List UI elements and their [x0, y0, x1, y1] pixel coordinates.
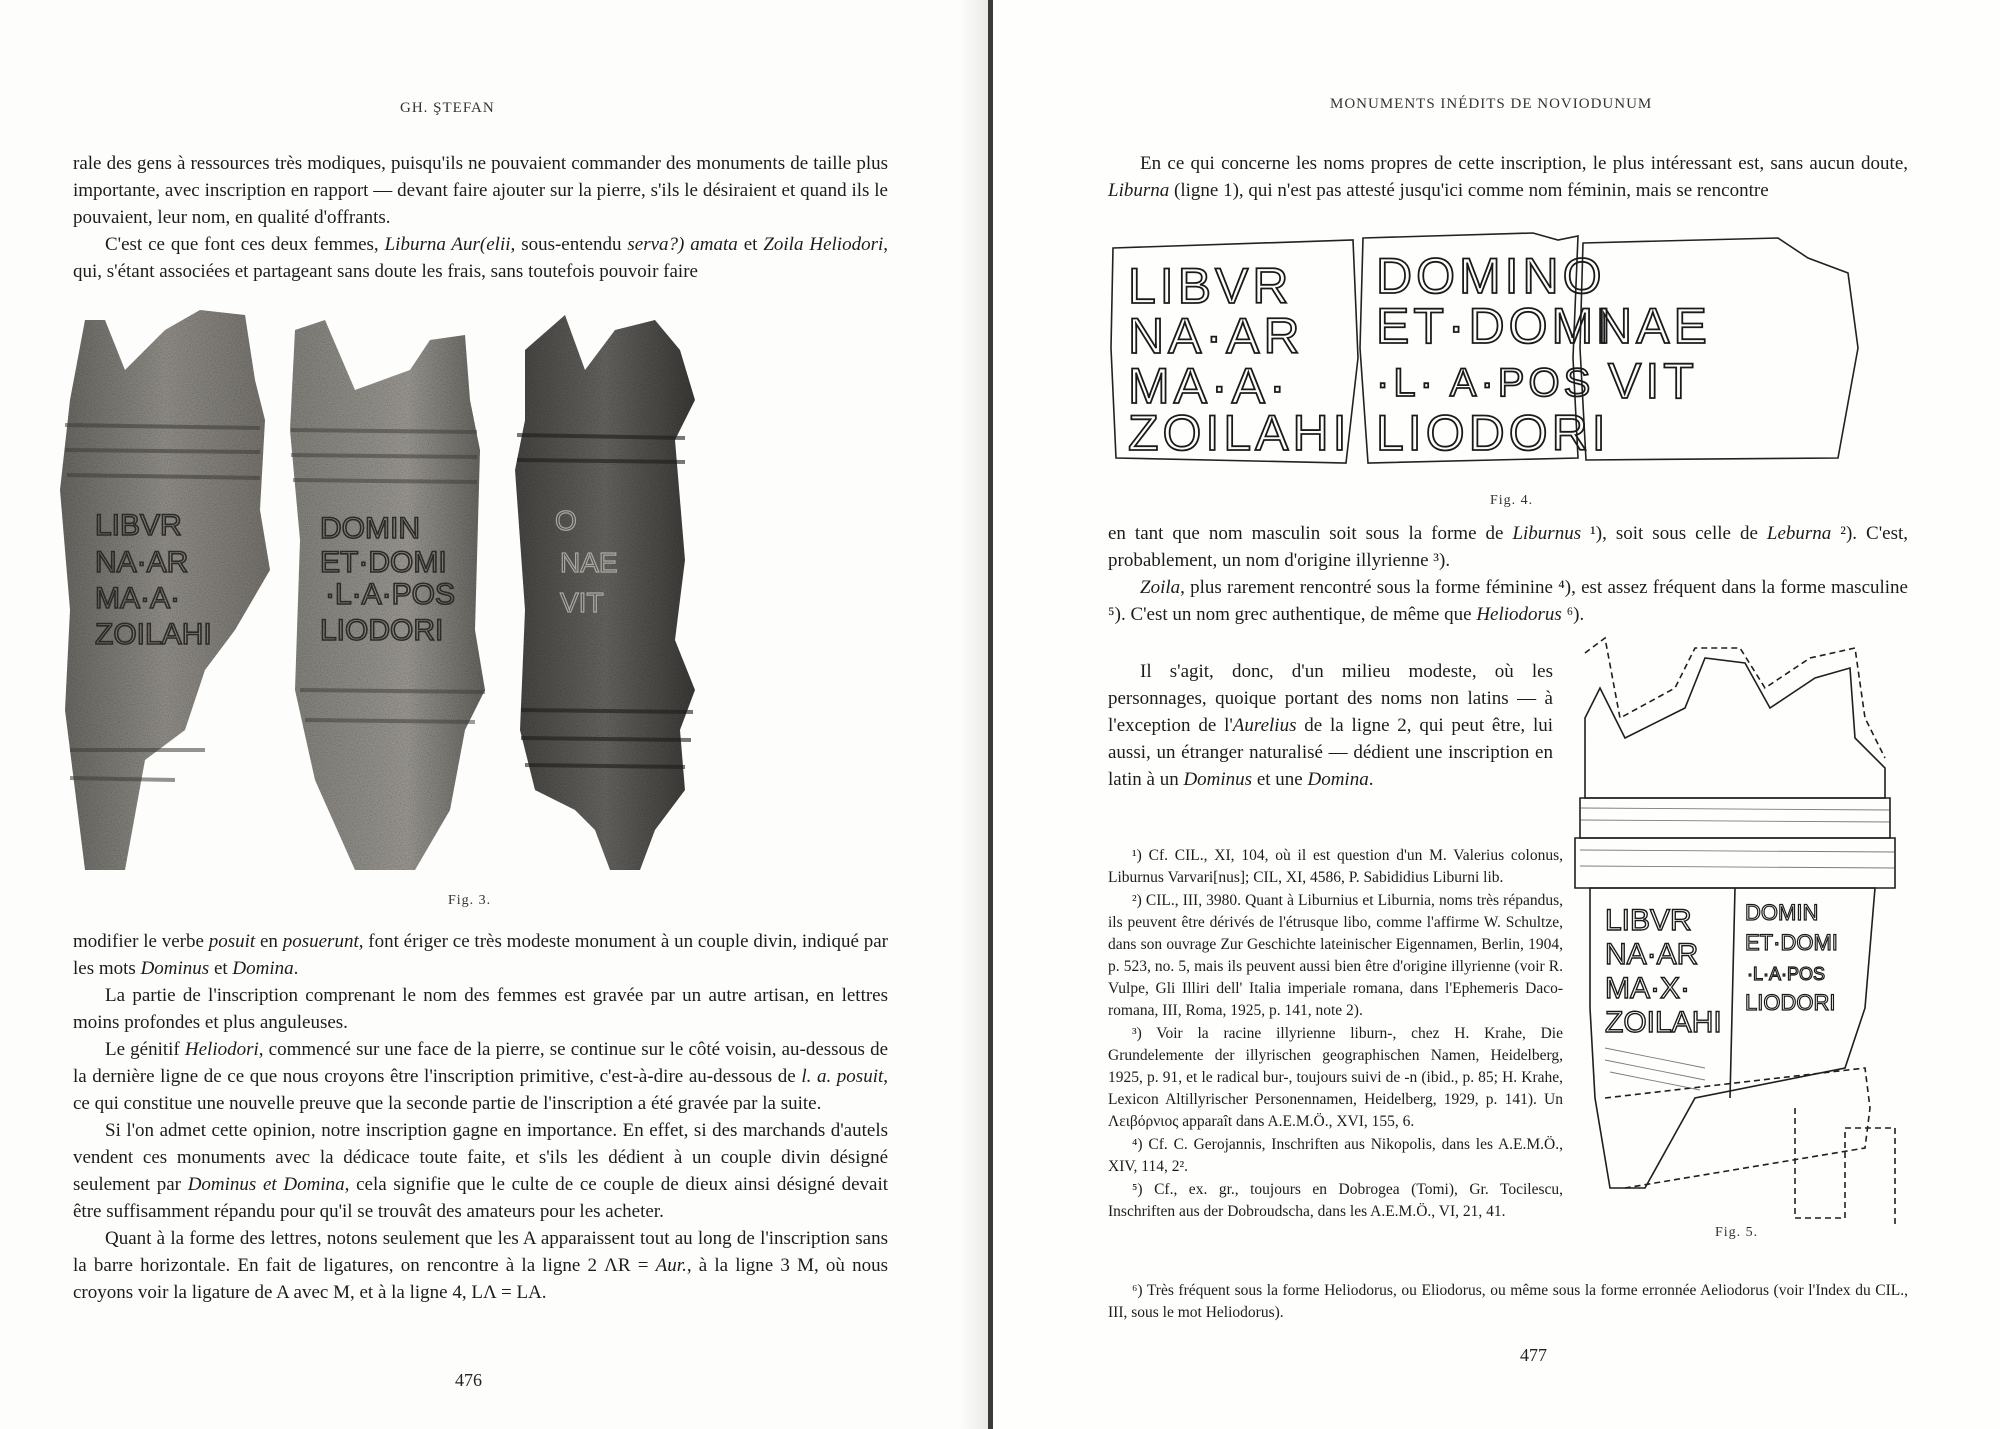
fig5-left-line4: ZOILAHI: [1605, 1006, 1722, 1039]
left-para2-b: sous-entendu: [521, 234, 628, 255]
left-para5-i1: Heliodori: [184, 1039, 259, 1060]
right-para2: [1108, 520, 1908, 574]
fig3-photo-3: [515, 315, 695, 870]
footnotes-column: [1108, 845, 1563, 1224]
fig5-altar-drawing: [1565, 628, 1910, 1228]
left-body-lower: [73, 928, 888, 1306]
fig3-p1-line4: ZOILAHI: [95, 618, 212, 651]
left-para2-a: C'est ce que font ces deux femmes,: [105, 234, 385, 255]
fig3-p1-line2: NA·AR: [95, 546, 189, 579]
right-para4-c: et une: [1252, 769, 1308, 790]
fig3-p3-line2: NAE: [560, 547, 618, 578]
fig5-left-line2: NA·AR: [1605, 938, 1699, 971]
left-para5-a: Le génitif: [105, 1039, 185, 1060]
right-para1-i1: Liburna: [1108, 180, 1170, 201]
right-paragraph-2: [1108, 520, 1908, 628]
left-para6-a: Si l'on admet cette opinion, notre inscription gagne en importance. En effet, si des marchands d'autels vendent ces monuments avec la dédicace toute faite, et s'ils les dédient à un couple divin désigné seulement par: [73, 1120, 888, 1195]
fig3-p2-line4: LIODORI: [320, 614, 444, 647]
fig3-p2-line2: ET·DOMI: [320, 546, 447, 579]
fig4-p2-line2: ET·DOMI: [1376, 298, 1616, 354]
footnotes-full-width: [1108, 1280, 1908, 1325]
right-para2-i2: Leburna: [1766, 523, 1832, 544]
right-para2-i1: Liburnus: [1512, 523, 1582, 544]
right-para1-a: En ce qui concerne les noms propres de cette inscription, le plus intéressant est, sans aucun doute,: [1140, 153, 1908, 174]
left-para5-b: , commencé sur une face de la pierre, se continue sur le côté voisin, au-dessous de la dernière ligne de ce que nous croyons être l'inscription primitive, c'est-à-dire au-dessous de: [73, 1039, 888, 1087]
fig3-photo-1: [60, 310, 270, 870]
left-running-head: GH. ŞTEFAN: [400, 100, 495, 116]
fig4-p1-line1: LIBVR: [1128, 258, 1293, 314]
fig5-reconstructed-top: [1585, 638, 1885, 758]
fig3-photographs: [55, 310, 890, 880]
left-para3-i1: posuit: [208, 931, 256, 952]
fig5-right-line3: ·L·A·POS: [1747, 964, 1826, 984]
right-para3-b: ⁶).: [1561, 604, 1585, 625]
fig4-p2-line3: ·L· A·POS: [1376, 361, 1595, 405]
fig5-right-line4: LIODORI: [1745, 990, 1836, 1015]
left-para3-i3: Dominus: [140, 958, 210, 979]
left-para7-a: Quant à la forme des lettres, notons seulement que les A apparaissent tout au long de l'inscription sans la barre horizontale. En fait de ligatures, on rencontre à la ligne 2 ΛR =: [73, 1228, 888, 1276]
left-para7-i1: Aur.: [655, 1255, 687, 1276]
left-page: [0, 0, 990, 1429]
right-para3-i2: Heliodorus: [1476, 604, 1562, 625]
right-para4-d: .: [1368, 769, 1374, 790]
left-para3-e: .: [293, 958, 299, 979]
fig4-p1-line3: MA·A·: [1128, 358, 1290, 414]
right-para4-b: de la ligne 2, qui peut être, lui aussi, un étranger naturalisé — dédient une inscription en latin à un: [1108, 715, 1554, 790]
left-para6: [73, 1117, 888, 1225]
left-para5: [73, 1036, 888, 1117]
fig4-p2-line4: LIODORI: [1376, 405, 1610, 461]
fig3-p3-line3: VIT: [560, 587, 604, 618]
footnote-4: ⁴) Cf. C. Gerojannis, Inschriften aus Nikopolis, dans les A.E.M.Ö., XIV, 114, 2².: [1108, 1136, 1563, 1175]
left-para1-text: rale des gens à ressources très modiques, puisqu'ils ne pouvaient commander des monuments de taille plus importante, avec inscription en rapport — devant faire ajouter sur la pierre, s'ils le désiraient et quand ils le pouvaient, leur nom, en qualité d'offrants.: [73, 153, 888, 228]
fig3-photo-2: [290, 320, 485, 870]
fig4-p2-line1: DOMINO: [1376, 248, 1606, 304]
left-para5-i2: l. a. posuit: [801, 1066, 884, 1087]
left-para2-i2: serva?) amata: [627, 234, 738, 255]
left-para3-d: et: [209, 958, 233, 979]
left-page-number: 476: [455, 1370, 482, 1390]
right-para4-i1: Aurelius: [1232, 715, 1297, 736]
right-para3-a: , plus rarement rencontré sous la forme féminine ⁴), est assez fréquent dans la forme masculine ⁵). C'est un nom grec authentique, de même que: [1108, 577, 1908, 625]
fig3-p2-line1: DOMIN: [320, 512, 420, 545]
right-para1: [1108, 150, 1908, 204]
right-para2-b: ¹), soit sous celle de: [1581, 523, 1767, 544]
left-para2-c: et: [737, 234, 764, 255]
left-para3-i4: Domina: [232, 958, 294, 979]
right-para2-c: ²). C'est, probablement, un nom d'origine illyrienne ³).: [1108, 523, 1908, 571]
fig5-top-outline: [1585, 658, 1885, 798]
right-para4-i3: Domina: [1307, 769, 1369, 790]
left-para7: [73, 1225, 888, 1306]
left-para2-i1: Liburna Aur(elii,: [384, 234, 522, 255]
gutter-shadow: [960, 0, 988, 1429]
left-para6-i1: Dominus et Domina: [187, 1174, 345, 1195]
right-para3-i1: Zoila: [1140, 577, 1181, 598]
right-page: [993, 0, 2000, 1429]
footnote-5: ⁵) Cf., ex. gr., toujours en Dobrogea (Tomi), Gr. Tocilescu, Inschriften aus der Dobroudscha, dans les A.E.M.Ö., VI, 21, 41.: [1108, 1181, 1563, 1220]
left-para2-d: , qui, s'étant associées et partageant sans doute les frais, sans toutefois pouvoir faire: [73, 234, 889, 282]
fig4-p3-line2: VIT: [1608, 353, 1698, 409]
left-para3: [73, 928, 888, 982]
right-paragraph-4: [1108, 658, 1553, 793]
fig4-drawing: [1108, 228, 1928, 478]
fig3-caption: Fig. 3.: [448, 893, 492, 908]
fig4-caption: Fig. 4.: [1490, 493, 1534, 508]
fig3-p1-line3: MA·A·: [95, 582, 180, 615]
left-para2-i3: Zoila Heliodori: [763, 234, 884, 255]
fig5-caption: Fig. 5.: [1715, 1225, 1759, 1240]
right-page-number: 477: [1520, 1345, 1547, 1365]
left-para6-b: , cela signifie que le culte de ce couple de dieux ainsi désigné devait être suffisamment répandu pour qu'il se trouvât des amateurs pour les acheter.: [73, 1174, 888, 1222]
left-para7-b: , à la ligne 3 M, où nous croyons voir la ligature de A avec M, et à la ligne 4, LΛ = LA.: [73, 1255, 888, 1303]
left-para3-i2: posuerunt: [282, 931, 359, 952]
left-para3-a: modifier le verbe: [73, 931, 209, 952]
fig5-left-line1: LIBVR: [1605, 904, 1692, 937]
left-para2: [73, 231, 888, 285]
left-paragraph-1: [73, 150, 888, 285]
footnote-2: ²) CIL., III, 3980. Quant à Liburnius et Liburnia, noms très répandus, ils peuvent être dérivés de l'étrusque libo, comme l'affirme W. Schultze, dans son ouvrage Zur Geschichte lateinischer Eigennamen, Berlin, 1904, p. 523, no. 5, mais ils peuvent aussi bien être d'origine illyrienne (voir R. Vulpe, Gli Illiri dell' Italia imperiale romana, dans l'Ephemeris Daco-romana, III, Roma, 1925, p. 141, note 2).: [1108, 892, 1563, 1019]
right-running-head: MONUMENTS INÉDITS DE NOVIODUNUM: [1330, 96, 1653, 112]
right-para1-b: (ligne 1), qui n'est pas attesté jusqu'ici comme nom féminin, mais se rencontre: [1169, 180, 1769, 201]
footnote-1: ¹) Cf. CIL., XI, 104, où il est question d'un M. Valerius colonus, Liburnus Varvari[nus]; CIL, XI, 4586, P. Sabididius Liburni lib.: [1108, 847, 1563, 886]
fig5-right-line1: DOMIN: [1745, 900, 1819, 925]
right-para4-a: Il s'agit, donc, d'un milieu modeste, où les personnages, quoique portant des noms non latins — à l'exception de l': [1108, 661, 1553, 736]
fig5-right-line2: ET·DOMI: [1745, 930, 1838, 955]
fig4-p1-line4: ZOILAHI: [1128, 405, 1351, 461]
fig3-p1-line1: LIBVR: [95, 509, 182, 542]
footnote-3: ³) Voir la racine illyrienne liburn-, chez H. Krahe, Die Grundelemente der illyrischen geographischen Namen, Heidelberg, 1925, p. 91, et le radical bur-, toujours suivi de -n (ibid., p. 85; H. Krahe, Lexicon Altillyrischer Personennamen, Heidelberg, 1929, p. 141). Un Λειβόρνιος apparaît dans A.E.M.Ö., XVI, 155, 6.: [1108, 1025, 1563, 1130]
fig5-left-line3: MA·X·: [1605, 972, 1690, 1005]
fig3-p3-line1: O: [555, 505, 577, 536]
fig4-p1-line2: NA·AR: [1128, 308, 1304, 364]
fig4-p3-line1: NAE: [1596, 298, 1711, 354]
fig3-p2-line3: ·L·A·POS: [325, 578, 456, 611]
left-para3-b: en: [255, 931, 283, 952]
right-para4: [1108, 658, 1553, 793]
right-paragraph-1: [1108, 150, 1908, 204]
footnote-6: ⁶) Très fréquent sous la forme Heliodorus, ou Eliodorus, ou même sous la forme erronnée Aeliodorus (voir l'Index du CIL., III, sous le mot Heliodorus).: [1108, 1282, 1908, 1321]
right-para2-a: en tant que nom masculin soit sous la forme de: [1108, 523, 1513, 544]
left-para4: La partie de l'inscription comprenant le nom des femmes est gravée par un autre artisan, en lettres moins profondes et plus anguleuses.: [73, 985, 888, 1033]
left-para3-c: , font ériger ce très modeste monument à un couple divin, indiqué par les mots: [73, 931, 888, 979]
right-para3: [1108, 574, 1908, 628]
right-para4-i2: Dominus: [1183, 769, 1253, 790]
left-para5-c: , ce qui constitue une nouvelle preuve que la seconde partie de l'inscription a été gravée par la suite.: [73, 1066, 889, 1114]
